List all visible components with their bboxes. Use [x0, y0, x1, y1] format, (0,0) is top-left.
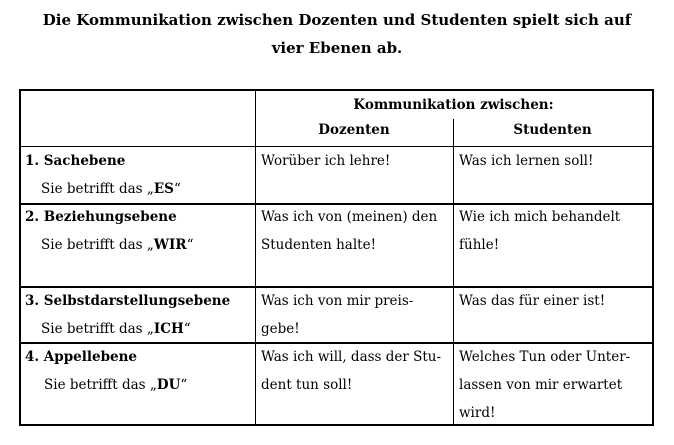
cell-line: fühle! [459, 237, 500, 253]
level-subtitle: Sie betrifft das „ICH“ [41, 321, 191, 337]
cell-line: Was das für einer ist! [459, 293, 606, 309]
communication-table [19, 89, 654, 426]
cell-line: Was ich von (meinen) den [261, 209, 438, 225]
cell-line: Was ich lernen soll! [459, 153, 594, 169]
row-3-level [25, 287, 253, 343]
cell-line: Was ich von mir preis- [261, 293, 414, 309]
level-subtitle: Sie betrifft das „WIR“ [41, 237, 194, 253]
cell-line: dent tun soll! [261, 377, 353, 393]
header-kommunikation: Kommunikation zwischen: [353, 97, 554, 113]
row-1-level [25, 147, 253, 203]
header-dozenten: Dozenten [318, 122, 390, 138]
row-2-level [25, 203, 253, 259]
level-title: 2. Beziehungsebene [25, 209, 177, 225]
cell-line: Studenten halte! [261, 237, 376, 253]
level-subtitle: Sie betrifft das „DU“ [44, 377, 188, 393]
level-subtitle: Sie betrifft das „ES“ [41, 181, 181, 197]
level-title: 1. Sachebene [25, 153, 126, 169]
row-3-studenten [459, 287, 648, 315]
row-4-level [25, 343, 253, 399]
level-title: 3. Selbstdarstellungsebene [25, 293, 231, 309]
cell-line: gebe! [261, 321, 300, 337]
level-title: 4. Appellebene [25, 349, 138, 365]
title-line-1: Die Kommunikation zwischen Dozenten und Studenten spielt sich auf [42, 11, 632, 29]
row-2-dozenten [261, 203, 449, 259]
col-divider-2 [453, 119, 454, 424]
cell-line: Was ich will, dass der Stu- [261, 349, 442, 365]
cell-line: wird! [459, 405, 496, 421]
row-1-studenten [459, 147, 648, 175]
title-line-2: vier Ebenen ab. [271, 39, 403, 57]
header-studenten: Studenten [513, 122, 592, 138]
row-4-studenten [459, 343, 652, 427]
cell-line: Wie ich mich behandelt [459, 209, 621, 225]
row-4-dozenten [261, 343, 449, 399]
document-title [0, 6, 674, 62]
cell-line: Worüber ich lehre! [261, 153, 391, 169]
row-1-dozenten [261, 147, 449, 175]
row-2-studenten [459, 203, 648, 259]
cell-line: Welches Tun oder Unter- [459, 349, 631, 365]
row-3-dozenten [261, 287, 449, 343]
cell-line: lassen von mir erwartet [459, 377, 623, 393]
